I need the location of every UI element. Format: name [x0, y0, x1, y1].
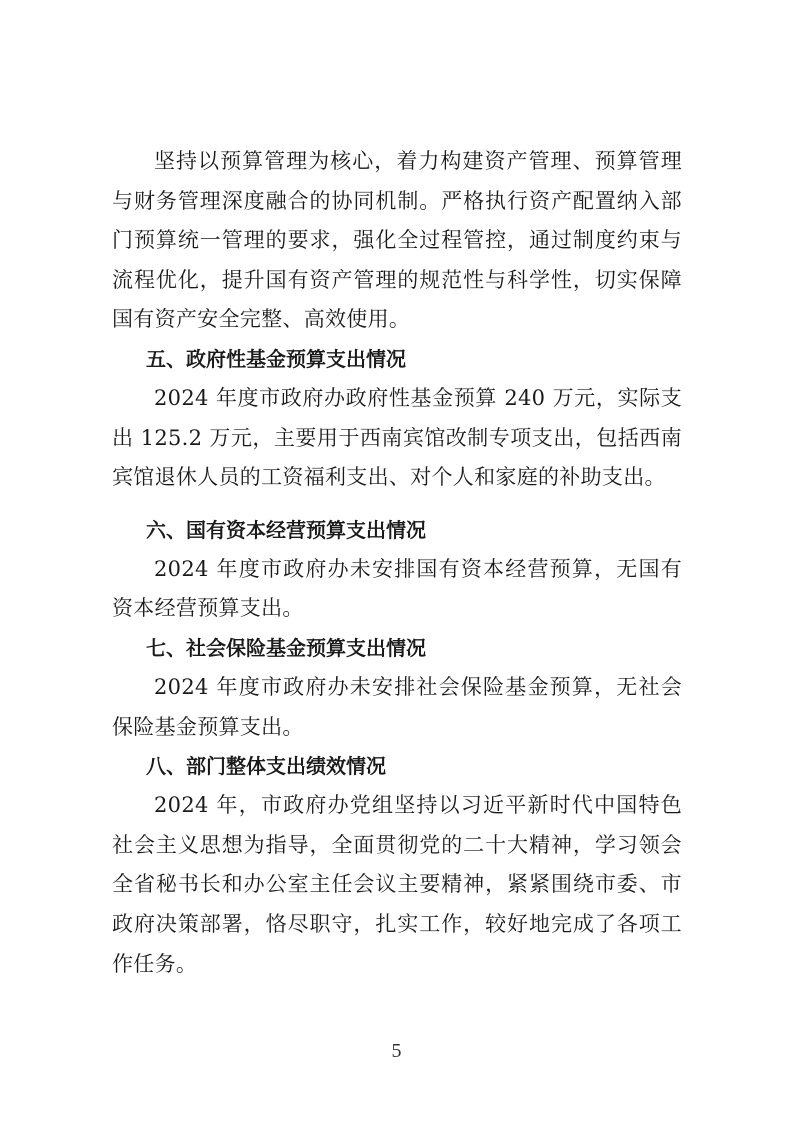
paragraph-performance: 2024 年，市政府办党组坚持以习近平新时代中国特色社会主义思想为指导，全面贯彻党的二十大精神，学习领会全省秘书长和办公室主任会议主要精神，紧紧围绕市委、市政府决策部署，恪尽职守，扎实工作，较好地完成了各项工作任务。: [112, 793, 682, 976]
paragraph-state-capital: 2024 年度市政府办未安排国有资本经营预算，无国有资本经营预算支出。: [112, 556, 682, 621]
section-heading-performance: 八、部门整体支出绩效情况: [146, 754, 386, 779]
spacer: [112, 498, 682, 511]
paragraph-government-fund: 2024 年度市政府办政府性基金预算 240 万元，实际支出 125.2 万元，主要用于西南宾馆改制专项支出，包括西南宾馆退休人员的工资福利支出、对个人和家庭的补助支出。: [112, 385, 682, 490]
section-heading-social-insurance: 七、社会保险基金预算支出情况: [146, 635, 426, 660]
document-body: [112, 142, 682, 984]
section-heading-state-capital: 六、国有资本经营预算支出情况: [146, 517, 426, 542]
paragraph-social-insurance: 2024 年度市政府办未安排社会保险基金预算，无社会保险基金预算支出。: [112, 674, 682, 739]
page-number: 5: [391, 1040, 402, 1062]
paragraph-asset-management: 坚持以预算管理为核心，着力构建资产管理、预算管理与财务管理深度融合的协同机制。严格执行资产配置纳入部门预算统一管理的要求，强化全过程管控，通过制度约束与流程优化，提升国有资产管理的规范性与科学性，切实保障国有资产安全完整、高效使用。: [112, 149, 682, 332]
section-heading-government-fund: 五、政府性基金预算支出情况: [146, 346, 406, 371]
